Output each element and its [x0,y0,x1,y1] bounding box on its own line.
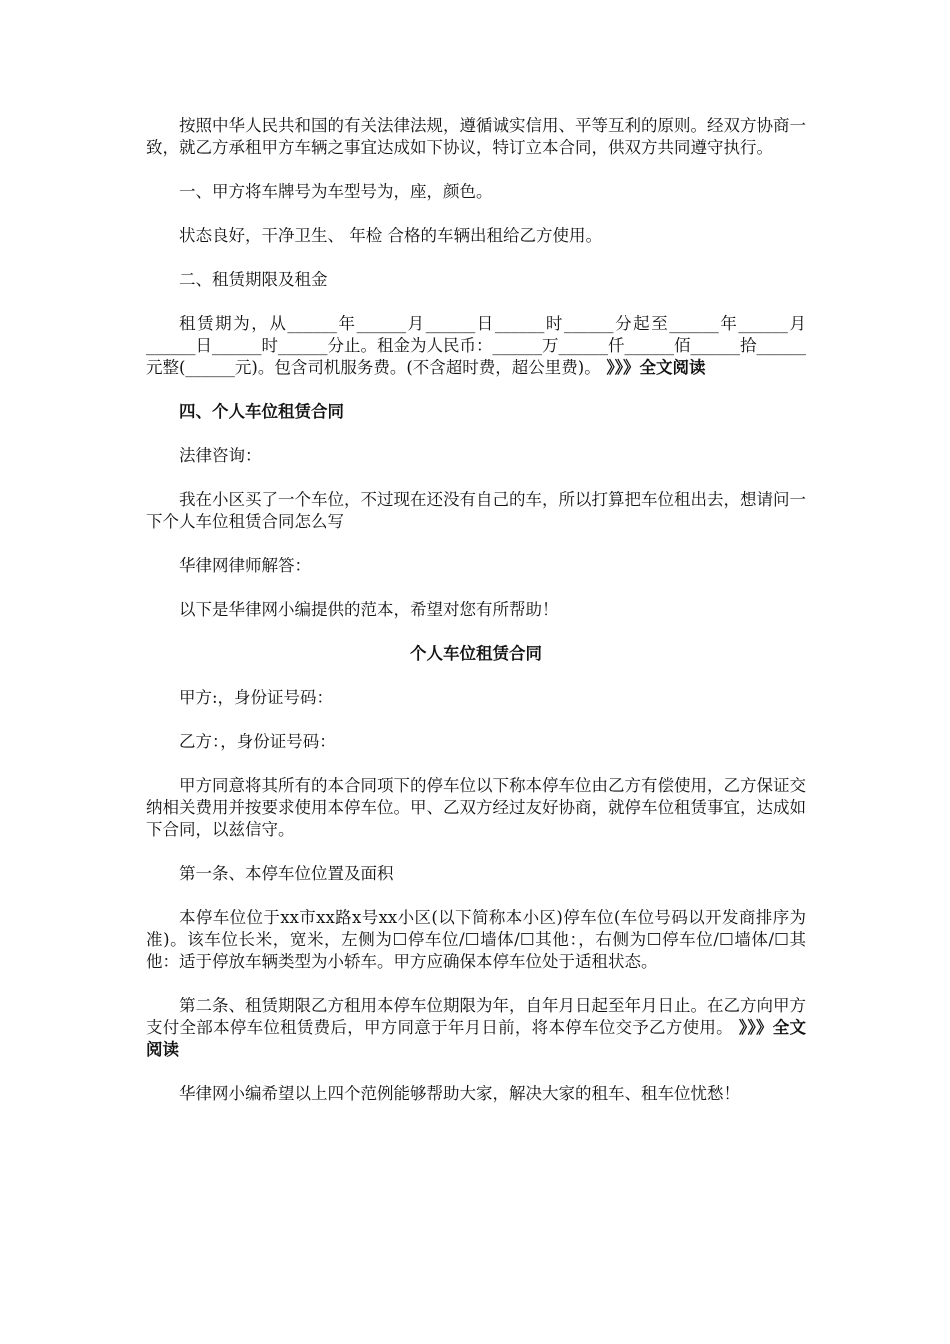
paragraph-article-2 [146,995,806,1061]
paragraph-vehicle-condition: 状态良好，干净卫生、 年检 合格的车辆出租给乙方使用。 [179,226,602,245]
contract-title: 个人车位租赁合同 [410,644,542,663]
paragraph-template-intro: 以下是华律网小编提供的范本，希望对您有所帮助！ [179,600,559,619]
read-full-text-link[interactable]: 》》》全文阅读 [600,358,706,377]
paragraph-article-1-body: 本停车位位于xx市xx路x号xx小区(以下简称本小区)停车位(车位号码以开发商排序为准)。该车位长米，宽米，左侧为☐停车位/☐墙体/☐其他：，右侧为☐停车位/☐墙体/☐其他：适于停放车辆类型为小轿车。甲方应确保本停车位处于适租状态。 [146,908,806,971]
paragraph-article-1-title: 第一条、本停车位位置及面积 [179,864,394,883]
rent-term-text: 租赁期为，从______年______月______日______时______分起至______年______月______日______时______分止。租金为人民币：______万______仟______佰______拾______元整(______元)。包含司机服务费。(不含超时费，超公里费)。 [146,314,806,377]
paragraph-agreement: 甲方同意将其所有的本合同项下的停车位以下称本停车位由乙方有偿使用，乙方保证交纳相关费用并按要求使用本停车位。甲、乙双方经过友好协商，就停车位租赁事宜，达成如下合同，以兹信守。 [146,776,806,839]
paragraph-intro: 按照中华人民共和国的有关法律法规，遵循诚实信用、平等互利的原则。经双方协商一致，就乙方承租甲方车辆之事宜达成如下协议，特订立本合同，供双方共同遵守执行。 [146,116,806,157]
paragraph-legal-consult: 法律咨询： [179,446,262,465]
document-body [146,115,806,1127]
paragraph-party-b: 乙方：，身份证号码： [179,732,336,751]
section-heading-4: 四、个人车位租赁合同 [179,402,344,421]
paragraph-party-a: 甲方:，身份证号码： [179,688,334,707]
paragraph-clause-1: 一、甲方将车牌号为车型号为，座，颜色。 [179,182,493,201]
article-2-text: 第二条、租赁期限乙方租用本停车位期限为年，自年月日起至年月日止。在乙方向甲方支付全部本停车位租赁费后，甲方同意于年月日前，将本停车位交予乙方使用。 [146,996,806,1037]
paragraph-question: 我在小区买了一个车位，不过现在还没有自己的车，所以打算把车位租出去，想请问一下个人车位租赁合同怎么写 [146,490,806,531]
paragraph-clause-2: 二、租赁期限及租金 [179,270,328,289]
paragraph-closing: 华律网小编希望以上四个范例能够帮助大家，解决大家的租车、租车位忧愁！ [179,1084,740,1103]
paragraph-lawyer-answer: 华律网律师解答： [179,556,311,575]
paragraph-rent-term [146,313,806,379]
read-full-text-link-2[interactable]: 》》》全文阅读 [146,1018,806,1059]
